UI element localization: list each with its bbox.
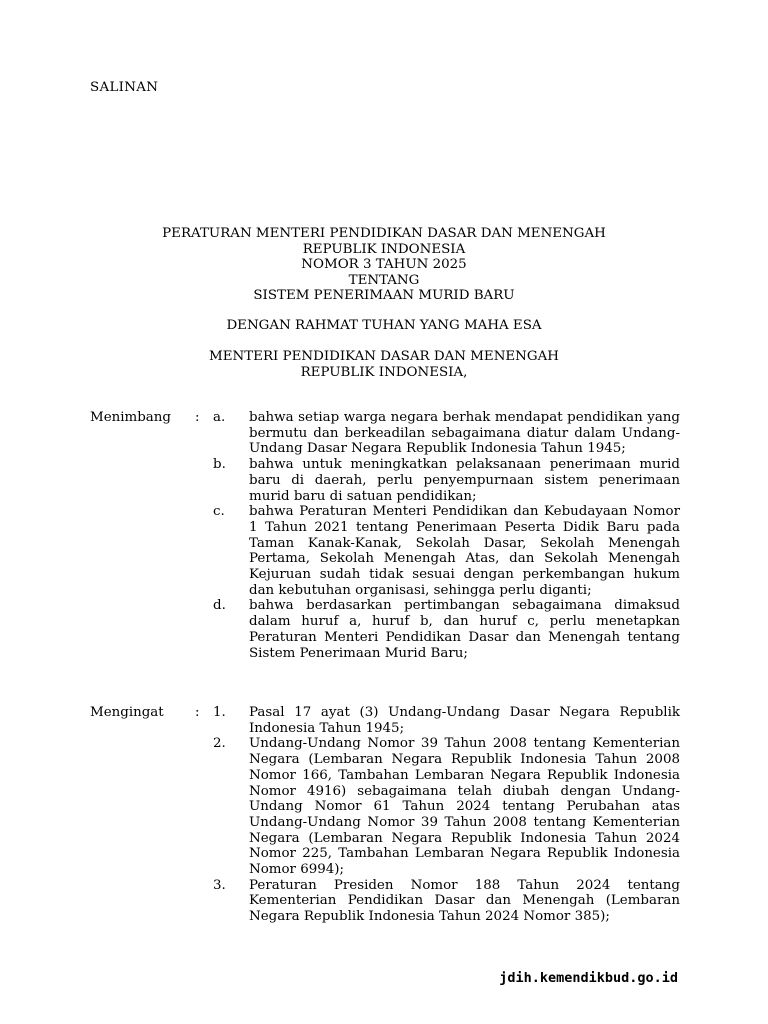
item-marker: 2. bbox=[213, 736, 226, 752]
item-marker: b. bbox=[213, 457, 226, 473]
title-line: SISTEM PENERIMAAN MURID BARU bbox=[253, 288, 515, 303]
item-marker: a. bbox=[213, 410, 226, 425]
item-marker: 3. bbox=[213, 877, 226, 893]
mengingat-section bbox=[90, 705, 680, 925]
title-line: TENTANG bbox=[348, 272, 420, 288]
list-item bbox=[90, 736, 680, 877]
item-marker: 1. bbox=[213, 705, 226, 720]
item-text: bahwa setiap warga negara berhak mendapat pendidikan yang bermutu dan berkeadilan sebagaimana diatur dalam Undang-Undang Dasar Negara Republik Indonesia Tahun 1945; bbox=[249, 410, 680, 457]
item-text: bahwa berdasarkan pertimbangan sebagaimana dimaksud dalam huruf a, huruf b, dan huruf c, perlu menetapkan Peraturan Menteri Pendidikan Dasar dan Menengah tentang Sistem Penerimaan Murid Baru; bbox=[249, 598, 680, 661]
title-line: REPUBLIK INDONESIA bbox=[302, 241, 466, 257]
section-label: Mengingat bbox=[90, 705, 164, 720]
item-marker: d. bbox=[213, 598, 226, 614]
list-item bbox=[90, 457, 680, 504]
authority bbox=[0, 349, 768, 380]
footer-site-link[interactable]: jdih.kemendikbud.go.id bbox=[499, 970, 678, 986]
list-item bbox=[90, 410, 680, 457]
list-item bbox=[90, 504, 680, 598]
authority-line: MENTERI PENDIDIKAN DASAR DAN MENENGAH bbox=[209, 349, 559, 364]
list-item bbox=[90, 598, 680, 661]
copy-mark: SALINAN bbox=[90, 80, 159, 95]
item-text: Peraturan Presiden Nomor 188 Tahun 2024 tentang Kementerian Pendidikan Dasar dan Menengah (Lembaran Negara Republik Indonesia Tahun 2024 Nomor 385); bbox=[249, 877, 680, 925]
item-text: Undang-Undang Nomor 39 Tahun 2008 tentang Kementerian Negara (Lembaran Negara Republik Indonesia Tahun 2008 Nomor 166, Tambahan Lembaran Negara Republik Indonesia Nomor 4916) sebagaimana telah diubah dengan Undang-Undang Nomor 61 Tahun 2024 tentang Perubahan atas Undang-Undang Nomor 39 Tahun 2008 tentang Kementerian Negara (Lembaran Negara Republik Indonesia Tahun 2024 Nomor 225, Tambahan Lembaran Negara Republik Indonesia Nomor 6994); bbox=[249, 736, 680, 878]
title-line: PERATURAN MENTERI PENDIDIKAN DASAR DAN MENENGAH bbox=[162, 226, 606, 241]
item-text: bahwa Peraturan Menteri Pendidikan dan Kebudayaan Nomor 1 Tahun 2021 tentang Penerimaan Peserta Didik Baru pada Taman Kanak-Kanak, Sekolah Dasar, Sekolah Menengah Pertama, Sekolah Menengah Atas, dan Sekolah Menengah Kejuruan sudah tidak sesuai dengan perkembangan hukum dan kebutuhan organisasi, sehingga perlu diganti; bbox=[249, 504, 680, 598]
section-colon: : bbox=[195, 410, 200, 425]
section-label: Menimbang bbox=[90, 410, 171, 425]
list-item bbox=[90, 878, 680, 925]
invocation bbox=[0, 318, 768, 334]
authority-line: REPUBLIK INDONESIA, bbox=[300, 364, 468, 380]
invocation-line: DENGAN RAHMAT TUHAN YANG MAHA ESA bbox=[226, 318, 542, 333]
section-colon: : bbox=[195, 705, 200, 720]
item-marker: c. bbox=[213, 504, 225, 520]
menimbang-section bbox=[90, 410, 680, 661]
title-line: NOMOR 3 TAHUN 2025 bbox=[301, 257, 467, 272]
item-text: bahwa untuk meningkatkan pelaksanaan penerimaan murid baru di daerah, perlu penyempurnaan sistem penerimaan murid baru di satuan pendidikan; bbox=[249, 457, 680, 504]
regulation-title bbox=[0, 226, 768, 304]
item-text: Pasal 17 ayat (3) Undang-Undang Dasar Negara Republik Indonesia Tahun 1945; bbox=[249, 705, 680, 736]
list-item bbox=[90, 705, 680, 736]
